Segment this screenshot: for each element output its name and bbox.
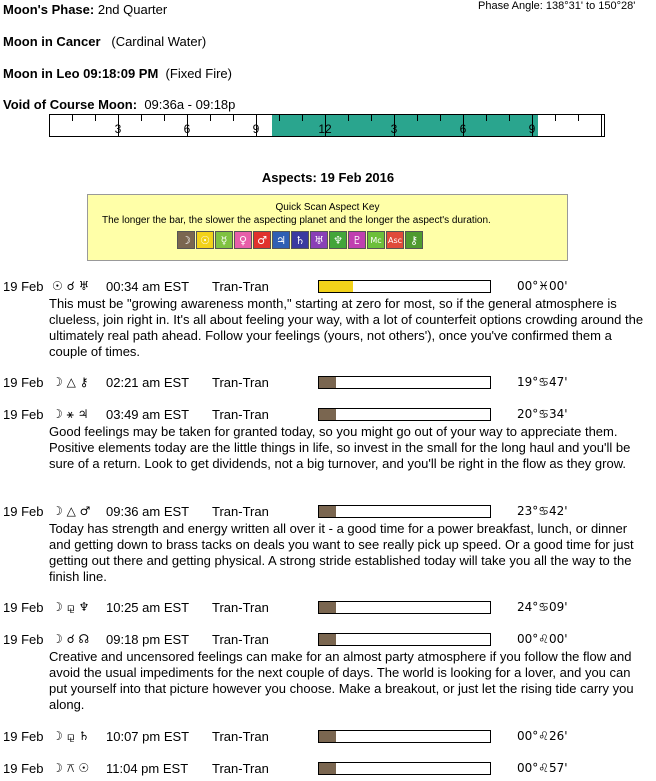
aspect-duration-fill	[319, 763, 336, 774]
aspect-duration-fill	[319, 602, 336, 613]
aspect-duration-fill	[319, 731, 336, 742]
key-planet-icon: ♂	[253, 231, 271, 249]
aspect-duration-fill	[319, 377, 336, 388]
timeline-tick	[555, 115, 556, 121]
key-planet-icon: ♃	[272, 231, 290, 249]
aspect-glyphs: ☽ ⚹ ♃	[52, 407, 89, 421]
aspect-duration-fill	[319, 634, 336, 645]
aspect-date: 19 Feb	[3, 279, 44, 294]
timeline-tick	[279, 115, 280, 121]
aspect-degree: 00°♓00'	[517, 279, 568, 293]
timeline-label: 12	[318, 122, 332, 136]
aspect-glyphs: ☽ △ ♂	[52, 504, 91, 518]
aspect-degree: 23°♋42'	[517, 504, 568, 518]
timeline-tick	[417, 115, 418, 121]
key-planet-icon: ☉	[196, 231, 214, 249]
aspect-time: 03:49 am EST	[106, 407, 190, 422]
moon-in-cancer	[3, 34, 206, 49]
aspect-degree: 24°♋09'	[517, 600, 568, 614]
timeline-label: 9	[528, 122, 536, 136]
aspect-glyphs: ☽ ⚼ ♆	[52, 600, 90, 614]
moon-in-leo	[3, 66, 232, 81]
timeline-tick	[371, 115, 372, 121]
timeline-tick	[72, 115, 73, 121]
moon-phase-value: 2nd Quarter	[97, 2, 168, 17]
aspect-time: 11:04 pm EST	[106, 761, 189, 776]
aspect-description: This must be "growing awareness month," starting at zero for most, so if the general atmosphere is clueless, join right in. It's all about feeling your way, with a lot of counterfeit options crowding around the ultimately real path ahead. Follow your feelings (yours, not others'), once you've confirmed them a couple of times.	[49, 296, 644, 359]
key-icons	[177, 231, 424, 250]
aspect-time: 09:36 am EST	[106, 504, 190, 519]
aspect-glyphs: ☽ △ ⚷	[52, 375, 89, 389]
aspect-duration-bar	[318, 505, 491, 518]
timeline-tick	[509, 115, 510, 121]
void-value: 09:36a - 09:18p	[144, 97, 236, 112]
void-timeline	[49, 114, 605, 137]
moon-cancer-value: (Cardinal Water)	[111, 34, 207, 49]
key-planet-icon: ☿	[215, 231, 233, 249]
aspect-duration-fill	[319, 409, 336, 420]
aspect-date: 19 Feb	[3, 600, 44, 615]
timeline-label: 3	[114, 122, 122, 136]
aspect-degree: 00°♌26'	[517, 729, 568, 743]
aspect-time: 10:25 am EST	[106, 600, 190, 615]
aspect-time: 10:07 pm EST	[106, 729, 190, 744]
aspect-description: Good feelings may be taken for granted today, so you might go out of your way to appreciate them. Positive elements today are the little things in life, so invest in the small for the long haul and you'll be sure of a return. Look to get dividends, not a big turnover, and you'll be right in the flow as they grow.	[49, 424, 631, 471]
timeline-label: 6	[459, 122, 467, 136]
timeline-tick	[141, 115, 142, 121]
aspect-type: Tran-Tran	[212, 632, 269, 647]
void-of-course	[3, 97, 235, 112]
void-label: Void of Course Moon:	[3, 97, 138, 112]
aspect-type: Tran-Tran	[212, 279, 269, 294]
aspect-duration-bar	[318, 376, 491, 389]
aspect-type: Tran-Tran	[212, 600, 269, 615]
key-planet-icon: ♇	[348, 231, 366, 249]
aspect-duration-fill	[319, 506, 336, 517]
quick-scan-key	[87, 194, 568, 261]
aspect-duration-bar	[318, 408, 491, 421]
aspect-date: 19 Feb	[3, 729, 44, 744]
timeline-label: 3	[390, 122, 398, 136]
aspect-degree: 00°♌57'	[517, 761, 568, 775]
key-planet-icon: Asc	[386, 231, 404, 249]
key-planet-icon: ⚷	[405, 231, 423, 249]
aspect-date: 19 Feb	[3, 407, 44, 422]
aspect-time: 09:18 pm EST	[106, 632, 190, 647]
aspect-duration-bar	[318, 633, 491, 646]
aspect-type: Tran-Tran	[212, 504, 269, 519]
key-planet-icon: ♄	[291, 231, 309, 249]
phase-angle: Phase Angle: 138°31' to 150°28'	[478, 0, 636, 12]
aspect-glyphs: ☉ ☌ ♅	[52, 279, 90, 293]
aspect-description: Today has strength and energy written all over it - a good time for a power breakfast, lunch, or dinner and getting down to brass tacks on deals you want to see really pick up speed. Or a good time for just getting out there and getting physical. A strong stride established today will take you all the way to the finish line.	[49, 521, 634, 584]
aspect-type: Tran-Tran	[212, 761, 269, 776]
key-title: Quick Scan Aspect Key	[275, 202, 380, 213]
timeline-tick	[95, 115, 96, 121]
key-planet-icon: ♅	[310, 231, 328, 249]
aspect-type: Tran-Tran	[212, 729, 269, 744]
aspect-time: 02:21 am EST	[106, 375, 190, 390]
aspect-degree: 00°♌00'	[517, 632, 568, 646]
aspect-glyphs: ☽ ☌ ☊	[52, 632, 90, 646]
aspect-duration-bar	[318, 730, 491, 743]
timeline-label: 6	[183, 122, 191, 136]
aspect-date: 19 Feb	[3, 504, 44, 519]
moon-phase	[3, 2, 167, 17]
void-period-band	[272, 115, 538, 136]
timeline-tick	[440, 115, 441, 121]
aspect-duration-bar	[318, 601, 491, 614]
timeline-tick	[348, 115, 349, 121]
aspect-degree: 19°♋47'	[517, 375, 568, 389]
key-planet-icon: ♆	[329, 231, 347, 249]
key-planet-icon: Mc	[367, 231, 385, 249]
aspect-duration-bar	[318, 762, 491, 775]
aspect-time: 00:34 am EST	[106, 279, 190, 294]
moon-phase-label: Moon's Phase:	[3, 2, 95, 17]
aspect-description: Creative and uncensored feelings can make for an almost party atmosphere if you follow the flow and avoid the usual impediments for the next couple of days. The world is looking for a lover, and you can put yourself into that picture however you choose. Make a breakout, or just let the rising tide carry you along.	[49, 649, 634, 712]
aspect-date: 19 Feb	[3, 375, 44, 390]
timeline-tick	[578, 115, 579, 121]
aspect-degree: 20°♋34'	[517, 407, 568, 421]
aspect-duration-fill	[319, 281, 353, 292]
timeline-tick	[164, 115, 165, 121]
timeline-tick	[233, 115, 234, 121]
timeline-tick	[601, 115, 602, 136]
aspect-glyphs: ☽ ⚻ ☉	[52, 761, 90, 775]
moon-leo-label: Moon in Leo 09:18:09 PM	[3, 66, 159, 81]
aspect-type: Tran-Tran	[212, 407, 269, 422]
aspects-title: Aspects: 19 Feb 2016	[261, 170, 395, 185]
timeline-tick	[486, 115, 487, 121]
aspect-duration-bar	[318, 280, 491, 293]
aspect-glyphs: ☽ ⚼ ♄	[52, 729, 90, 743]
aspect-date: 19 Feb	[3, 632, 44, 647]
key-planet-icon: ☽	[177, 231, 195, 249]
aspect-date: 19 Feb	[3, 761, 44, 776]
key-planet-icon: ♀	[234, 231, 252, 249]
timeline-tick	[302, 115, 303, 121]
moon-cancer-label: Moon in Cancer	[3, 34, 101, 49]
timeline-tick	[210, 115, 211, 121]
moon-leo-value: (Fixed Fire)	[165, 66, 232, 81]
aspect-type: Tran-Tran	[212, 375, 269, 390]
key-description: The longer the bar, the slower the aspecting planet and the longer the aspect's duration.	[102, 215, 491, 226]
timeline-label: 9	[252, 122, 260, 136]
